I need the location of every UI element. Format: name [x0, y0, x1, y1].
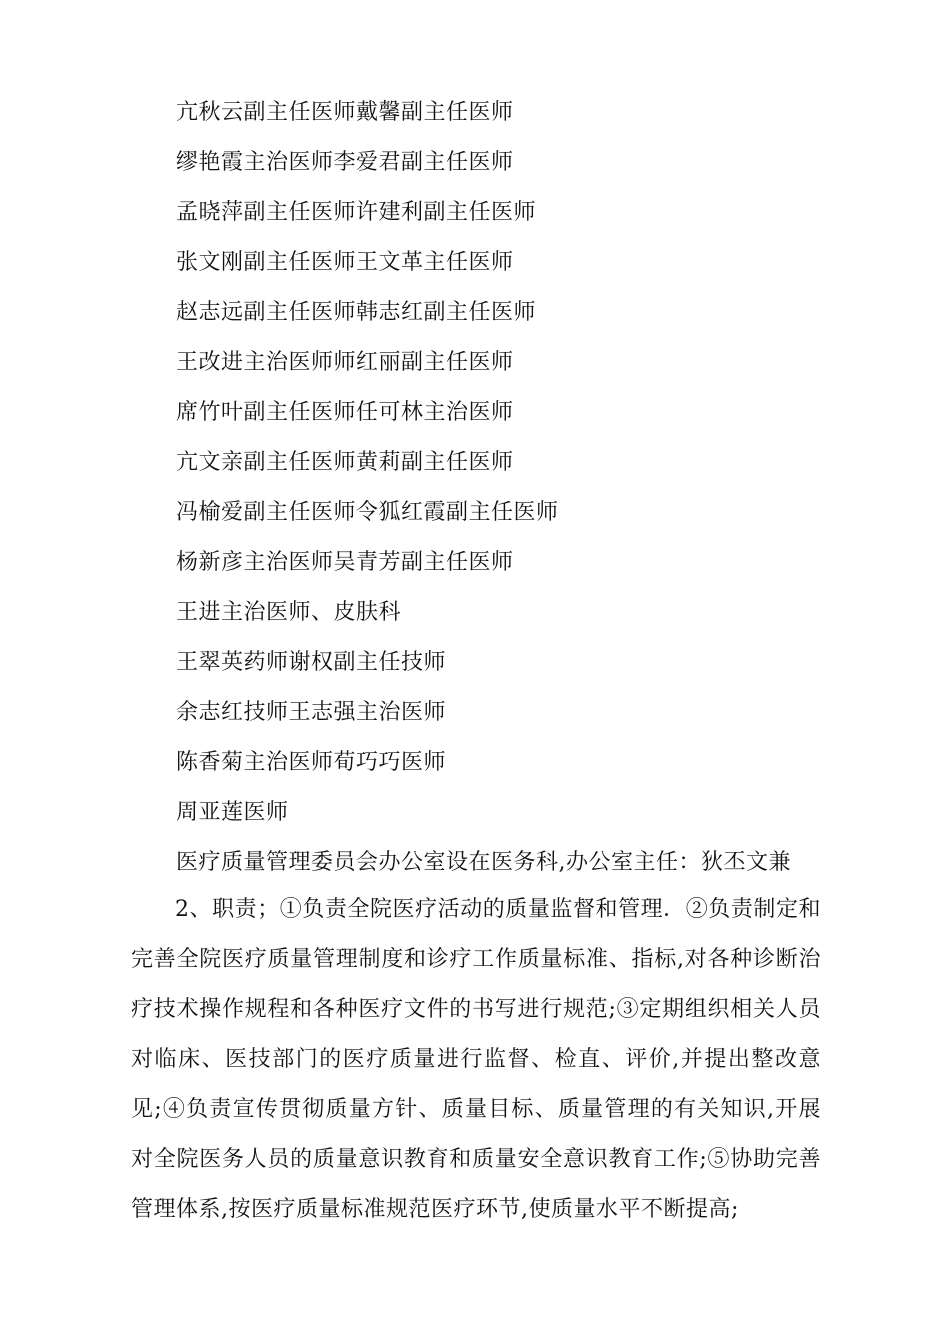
member-line: 赵志远副主任医师韩志红副主任医师: [176, 300, 537, 325]
member-line: 王翠英药师谢权副主任技师: [176, 650, 447, 675]
office-note: 医疗质量管理委员会办公室设在医务科,办公室主任：狄丕文兼: [176, 850, 791, 875]
member-line: 席竹叶副主任医师任可林主治医师: [176, 400, 514, 425]
member-line: 周亚莲医师: [176, 800, 289, 825]
member-line: 亢文亲副主任医师黄莉副主任医师: [176, 450, 514, 475]
member-line: 杨新彦主治医师吴青芳副主任医师: [176, 550, 514, 575]
member-line: 余志红技师王志强主治医师: [176, 700, 447, 725]
member-line: 亢秋云副主任医师戴馨副主任医师: [176, 100, 514, 125]
member-line: 陈香菊主治医师荀巧巧医师: [176, 750, 447, 775]
committee-member-list: [176, 88, 856, 888]
duties-paragraph: 2、职责；①负责全院医疗活动的质量监督和管理．②负责制定和完善全院医疗质量管理制度和诊疗工作质量标准、指标,对各种诊断治疗技术操作规程和各种医疗文件的书写进行规范;③定期组织相关人员对临床、医技部门的医疗质量进行监督、检直、评价,并提出整改意见;④负责宣传贯彻质量方针、质量目标、质量管理的有关知识,开展对全院医务人员的质量意识教育和质量安全意识教育工作;⑤协助完善管理体系,按医疗质量标准规范医疗环节,使质量水平不断提高;: [131, 897, 821, 1222]
member-line: 冯榆爱副主任医师令狐红霞副主任医师: [176, 500, 559, 525]
member-line: 缪艳霞主治医师李爱君副主任医师: [176, 150, 514, 175]
member-line: 王进主治医师、皮肤科: [176, 600, 402, 625]
member-line: 王改进主治医师师红丽副主任医师: [176, 350, 514, 375]
member-line: 张文刚副主任医师王文革主任医师: [176, 250, 514, 275]
member-line: 孟晓萍副主任医师许建利副主任医师: [176, 200, 537, 225]
